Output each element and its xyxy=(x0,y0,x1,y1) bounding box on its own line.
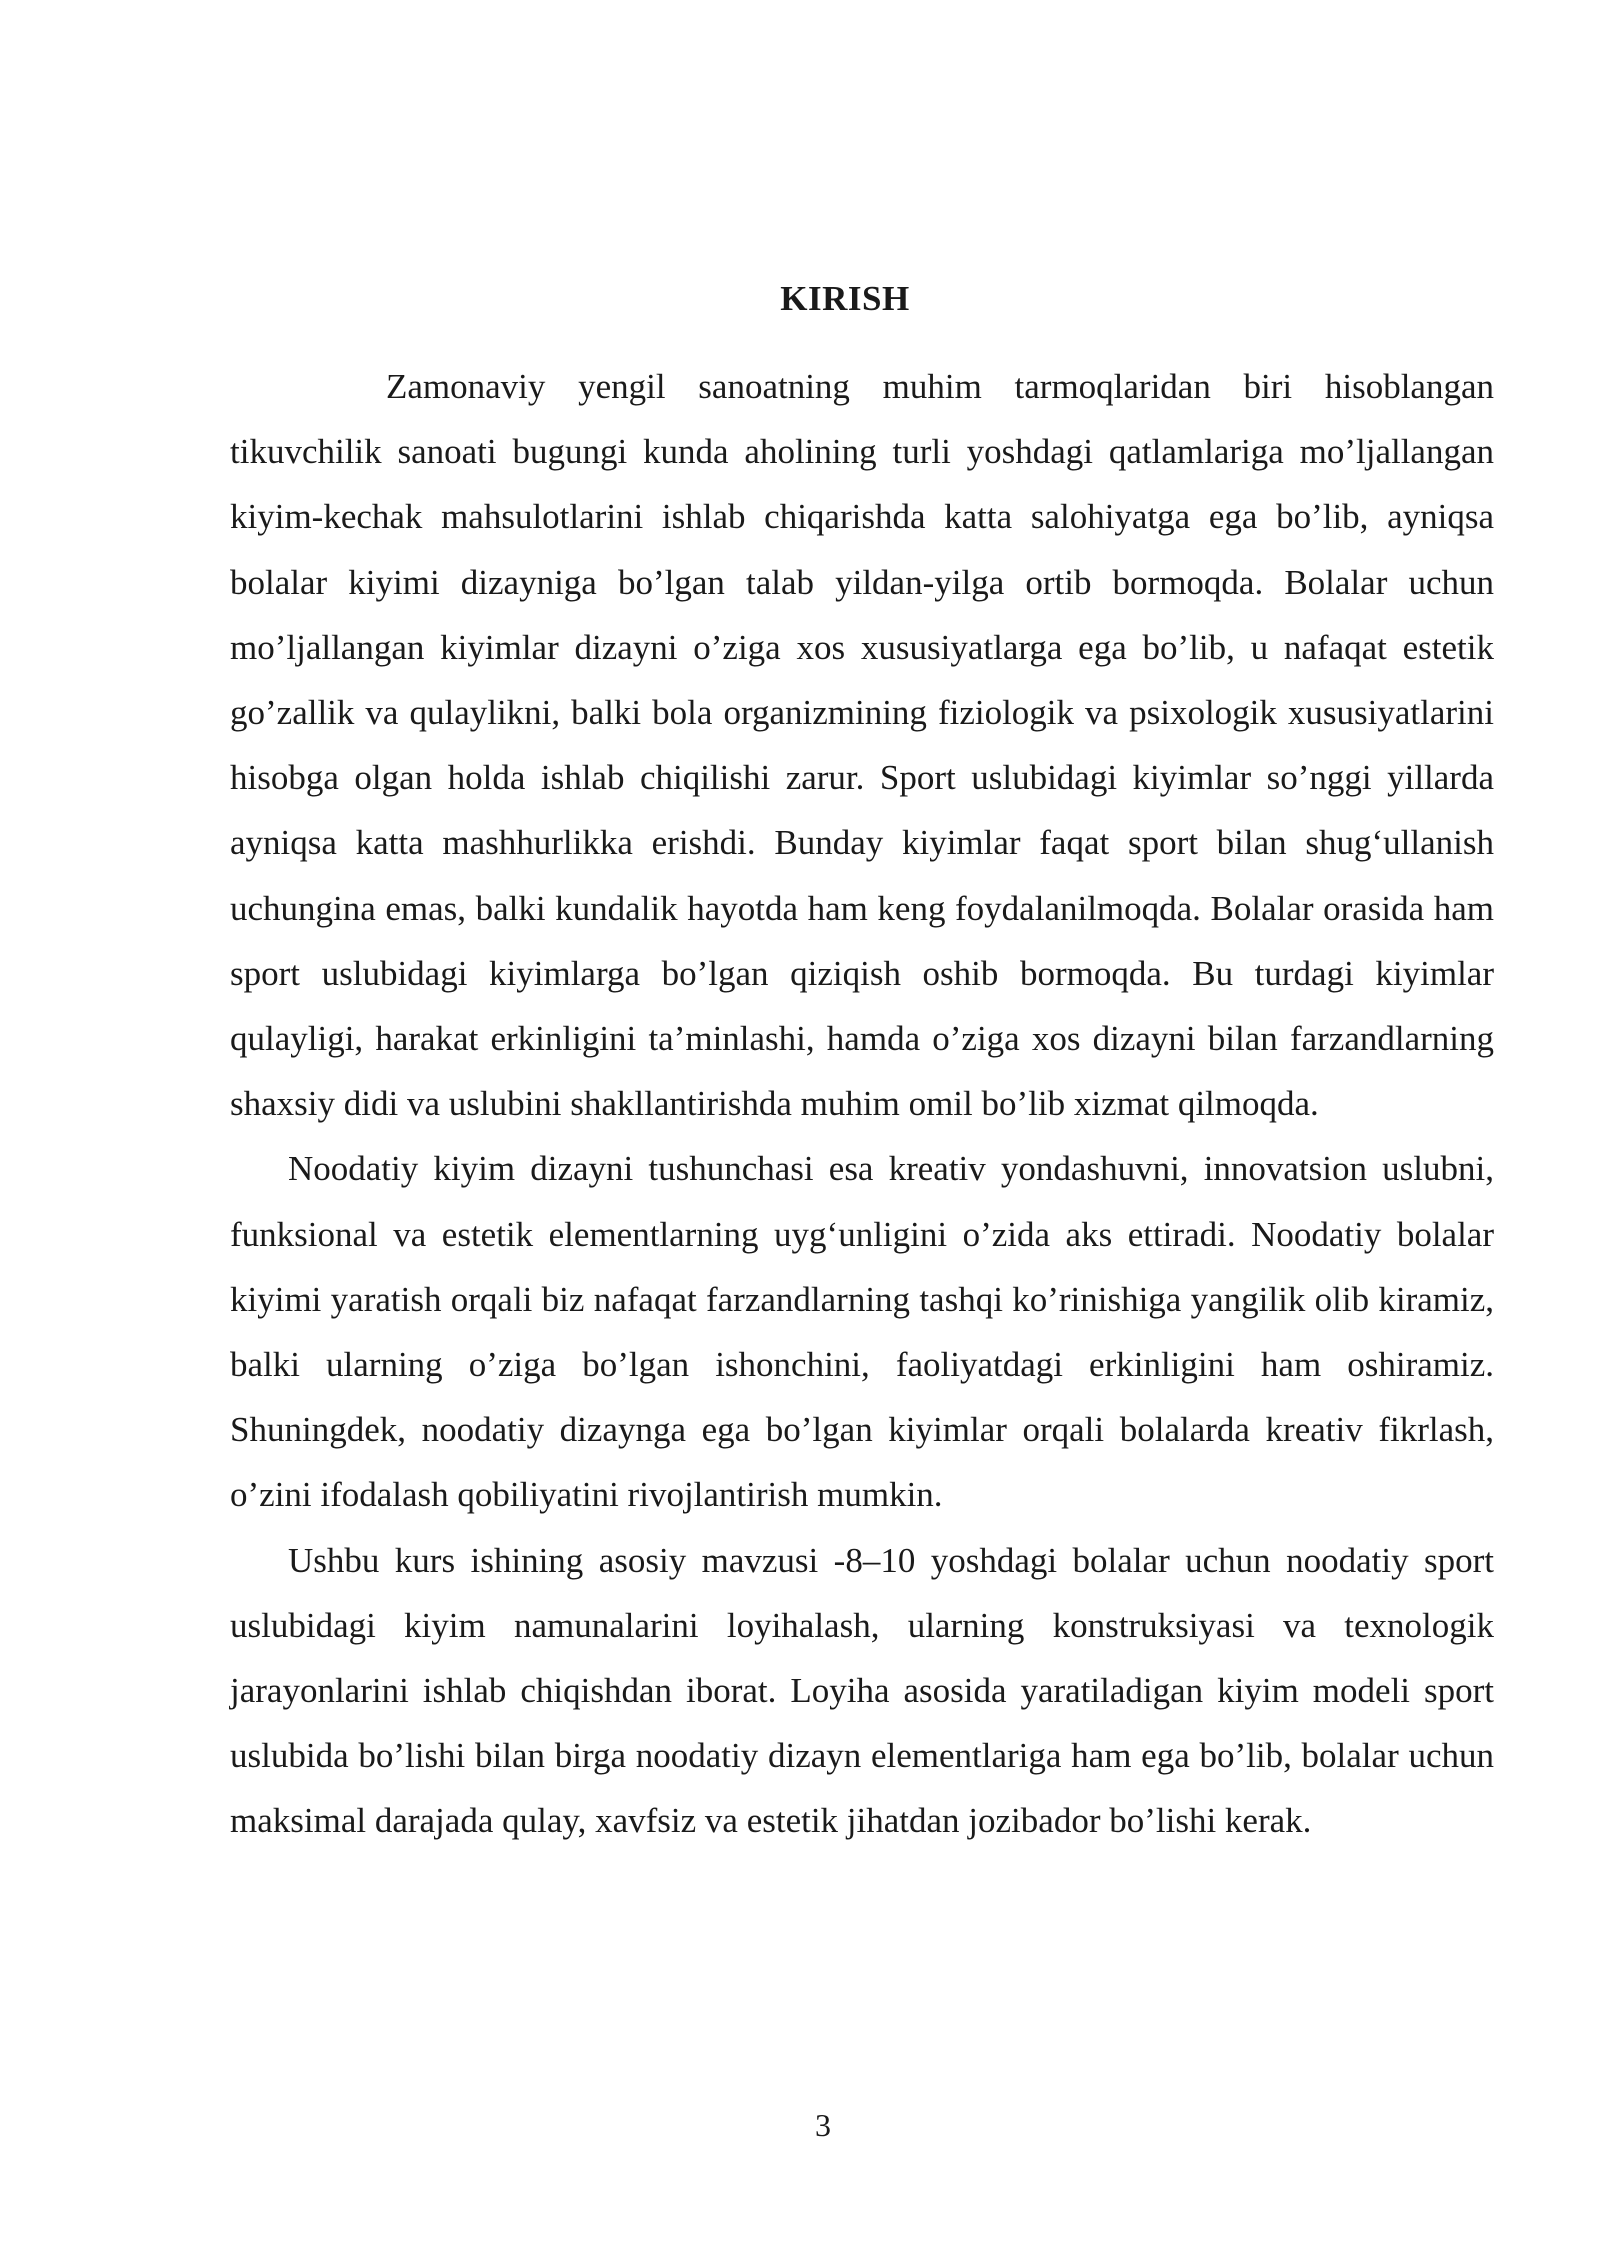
paragraph-intro: Zamonaviy yengil sanoatning muhim tarmoqlaridan biri hisoblangan tikuvchilik sanoati bugungi kunda aholining turli yoshdagi qatlamlariga mo’ljallangan kiyim-kechak mahsulotlarini ishlab chiqarishda katta salohiyatga ega bo’lib, ayniqsa bolalar kiyimi dizayniga bo’lgan talab yildan-yilga ortib bormoqda. Bolalar uchun mo’ljallangan kiyimlar dizayni o’ziga xos xususiyatlarga ega bo’lib, u nafaqat estetik go’zallik va qulaylikni, balki bola organizmining fiziologik va psixologik xususiyatlarini hisobga olgan holda ishlab chiqilishi zarur. Sport uslubidagi kiyimlar so’nggi yillarda ayniqsa katta mashhurlikka erishdi. Bunday kiyimlar faqat sport bilan shug‘ullanish uchungina emas, balki kundalik hayotda ham keng foydalanilmoqda. Bolalar orasida ham sport uslubidagi kiyimlarga bo’lgan qiziqish oshib bormoqda. Bu turdagi kiyimlar qulayligi, harakat erkinligini ta’minlashi, hamda o’ziga xos dizayni bilan farzandlarning shaxsiy didi va uslubini shakllantirishda muhim omil bo’lib xizmat qilmoqda. xyxy=(230,367,1494,1124)
page-title: KIRISH xyxy=(780,279,910,319)
paragraph-unusual-design: Noodatiy kiyim dizayni tushunchasi esa kreativ yondashuvni, innovatsion uslubni, funksional va estetik elementlarning uyg‘unligini o’zida aks ettiradi. Noodatiy bolalar kiyimi yaratish orqali biz nafaqat farzandlarning tashqi ko’rinishiga yangilik olib kiramiz, balki ularning o’ziga bo’lgan ishonchini, faoliyatdagi erkinligini ham oshiramiz. Shuningdek, noodatiy dizaynga ega bo’lgan kiyimlar orqali bolalarda kreativ fikrlash, o’zini ifodalash qobiliyatini rivojlantirish mumkin. xyxy=(230,1149,1494,1515)
page-number: 3 xyxy=(815,2107,831,2143)
document-body xyxy=(230,354,1494,1854)
paragraph-course-topic: Ushbu kurs ishining asosiy mavzusi -8–10 yoshdagi bolalar uchun noodatiy sport uslubidagi kiyim namunalarini loyihalash, ularning konstruksiyasi va texnologik jarayonlarini ishlab chiqishdan iborat. Loyiha asosida yaratiladigan kiyim modeli sport uslubida bo’lishi bilan birga noodatiy dizayn elementlariga ham ega bo’lib, bolalar uchun maksimal darajada qulay, xavfsiz va estetik jihatdan jozibador bo’lishi kerak. xyxy=(230,1540,1494,1841)
